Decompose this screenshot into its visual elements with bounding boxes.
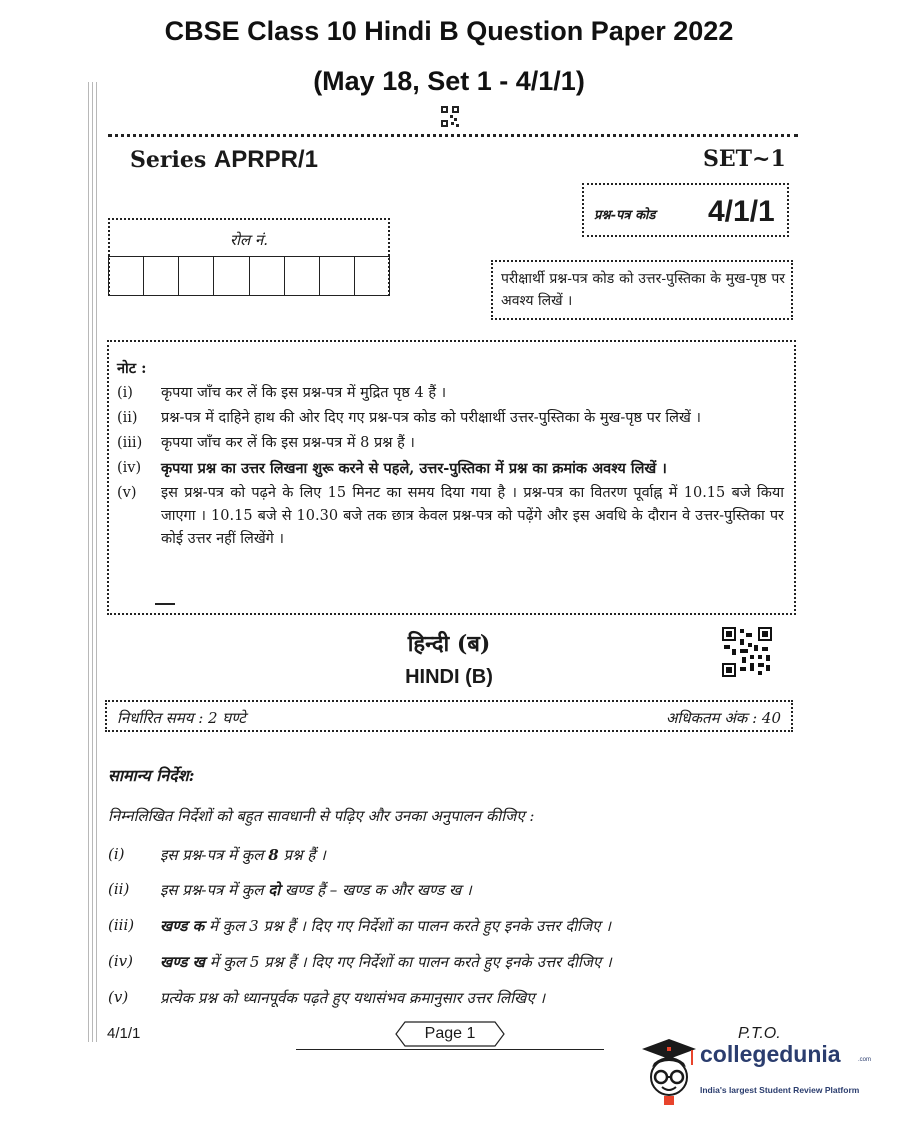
note-item: (iv) कृपया प्रश्न का उत्तर लिखना शुरू करने से पहले, उत्तर-पुस्तिका में प्रश्न का क्रमांक अवश्य लिखें । <box>117 460 667 477</box>
logo-brand-text: collegedunia <box>700 1041 841 1067</box>
roll-number-label: रोल नं. <box>229 231 269 249</box>
page-margin-lines <box>88 82 100 1042</box>
logo-tagline: India's largest Student Review Platform <box>700 1085 860 1095</box>
maximum-marks: अधिकतम अंक : 40 <box>665 709 781 727</box>
instruction-item: (ii) इस प्रश्न-पत्र में कुल दो खण्ड हैं – खण्ड क और खण्ड ख । <box>108 880 472 899</box>
subject-hindi: हिन्दी (ब) <box>407 631 491 657</box>
paper-code-label: प्रश्न-पत्र कोड <box>594 208 656 223</box>
general-instructions-intro: निम्नलिखित निर्देशों को बहुत सावधानी से पढ़िए और उनका अनुपालन कीजिए : <box>108 807 535 825</box>
document-subtitle: (May 18, Set 1 - 4/1/1) <box>313 66 585 96</box>
footer-paper-code: 4/1/1 <box>107 1025 141 1042</box>
top-divider <box>108 134 798 137</box>
mascot-icon <box>640 1037 698 1107</box>
footer-rule <box>296 1049 604 1050</box>
roll-number-box <box>108 218 390 296</box>
instruction-item: (i) इस प्रश्न-पत्र में कुल 8 प्रश्न हैं । <box>108 845 326 864</box>
time-allowed: निर्धारित समय : 2 घण्टे <box>117 709 246 727</box>
qr-code-icon <box>722 627 772 677</box>
note-title: नोट : <box>117 360 147 377</box>
qr-code-small-icon <box>441 106 459 128</box>
general-instructions-title: सामान्य निर्देश: <box>108 766 195 785</box>
code-instruction-box: परीक्षार्थी प्रश्न-पत्र कोड को उत्तर-पुस्तिका के मुख-पृष्ठ पर अवश्य लिखें । <box>491 260 793 320</box>
time-marks-box <box>105 700 793 732</box>
underline-mark <box>155 603 175 605</box>
document-title: CBSE Class 10 Hindi B Question Paper 2022 <box>164 16 734 46</box>
logo-domain: .com <box>858 1057 872 1063</box>
note-item: (i) कृपया जाँच कर लें कि इस प्रश्न-पत्र में मुद्रित पृष्ठ 4 हैं । <box>117 385 447 401</box>
note-item: (ii) प्रश्न-पत्र में दाहिने हाथ की ओर दिए गए प्रश्न-पत्र कोड को परीक्षार्थी उत्तर-पुस्तिका के मुख-पृष्ठ पर लिखें । <box>117 410 701 426</box>
roll-number-grid <box>108 256 390 296</box>
note-box <box>107 340 796 615</box>
paper-code-value: 4/1/1 <box>708 195 775 228</box>
page-number: Page 1 <box>424 1025 476 1042</box>
collegedunia-logo <box>640 1033 875 1108</box>
series-label: Series APRPR/1 <box>130 146 318 173</box>
instruction-item: (iii) खण्ड क में कुल 3 प्रश्न हैं । दिए गए निर्देशों का पालन करते हुए इनके उत्तर दीजिए । <box>108 916 611 935</box>
note-item: (iii) कृपया जाँच कर लें कि इस प्रश्न-पत्र में 8 प्रश्न हैं । <box>117 435 415 451</box>
subject-english: HINDI (B) <box>405 666 493 688</box>
page-number-tag <box>395 1021 505 1047</box>
pto-label: P.T.O. <box>738 1025 781 1042</box>
note-item: (v) इस प्रश्न-पत्र को पढ़ने के लिए 15 मिनट का समय दिया गया है । प्रश्न-पत्र का वितरण पूर्वाह्न में 10.15 बजे किया जाएगा । 10.15 बजे से 10.30 बजे तक छात्र केवल प्रश्न-पत्र को पढ़ेंगे और इस अवधि के दौरान वे उत्तर-पुस्तिका पर कोई उत्तर नहीं लिखेंगे । <box>117 485 784 547</box>
instruction-item: (iv) खण्ड ख में कुल 5 प्रश्न हैं । दिए गए निर्देशों का पालन करते हुए इनके उत्तर दीजिए । <box>108 952 612 971</box>
instruction-item: (v) प्रत्येक प्रश्न को ध्यानपूर्वक पढ़ते हुए यथासंभव क्रमानुसार उत्तर लिखिए । <box>108 988 546 1007</box>
set-label: SET~1 <box>703 146 786 172</box>
question-paper-code-box <box>582 183 789 237</box>
